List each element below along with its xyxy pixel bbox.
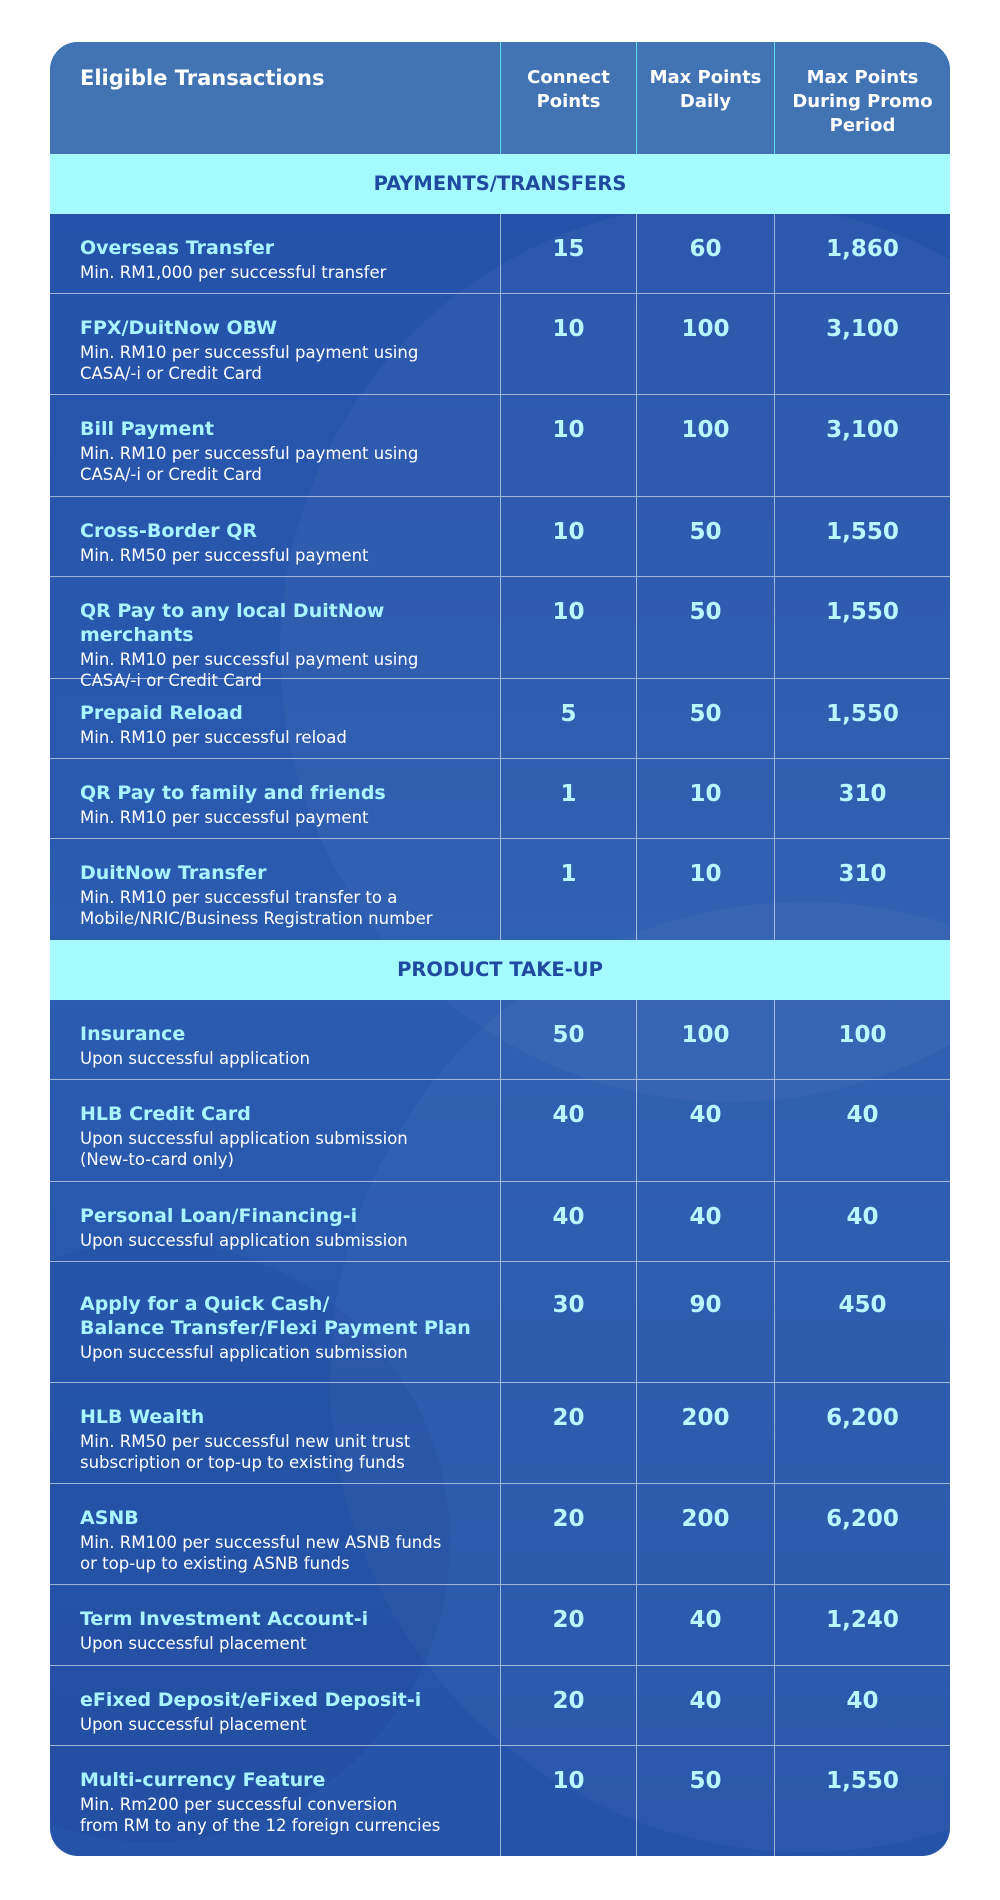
- connect-points-value: 20: [552, 1506, 585, 1532]
- row-subtitle: Min. RM10 per successful payment using CASA/-i or Credit Card: [80, 444, 419, 484]
- connect-points-value: 10: [552, 519, 585, 545]
- max-promo-value: 6,200: [826, 1405, 899, 1431]
- row-description: [50, 1000, 500, 1079]
- table-row: [50, 1746, 950, 1856]
- table-row: [50, 1182, 950, 1262]
- row-title: HLB Credit Card: [80, 1103, 251, 1125]
- row-title: FPX/DuitNow OBW: [80, 317, 278, 339]
- connect-points-value: 30: [552, 1292, 585, 1318]
- row-title: Multi-currency Feature: [80, 1769, 326, 1791]
- row-subtitle: Min. RM10 per successful reload: [80, 728, 347, 747]
- table-row: [50, 1383, 950, 1484]
- table-row: [50, 294, 950, 395]
- row-description: [50, 1585, 500, 1665]
- row-description: [50, 214, 500, 293]
- max-daily-value: 10: [689, 861, 722, 887]
- row-description: [50, 1262, 500, 1382]
- max-promo-value: 310: [838, 861, 887, 887]
- header-max-points-promo: Max Points During Promo Period: [774, 42, 950, 154]
- row-description: [50, 759, 500, 838]
- row-subtitle: Upon successful application submission: [80, 1231, 408, 1250]
- row-subtitle: Min. RM10 per successful payment using CASA/-i or Credit Card: [80, 650, 419, 690]
- row-title: ASNB: [80, 1507, 139, 1529]
- eligible-transactions-table: [50, 42, 950, 1856]
- row-title: eFixed Deposit/eFixed Deposit-i: [80, 1689, 422, 1711]
- max-daily-value: 90: [689, 1292, 722, 1318]
- section-product-take-up: PRODUCT TAKE-UP: [50, 940, 950, 1000]
- row-title: Cross-Border QR: [80, 520, 258, 542]
- max-promo-value: 1,860: [826, 236, 899, 262]
- row-description: [50, 1080, 500, 1181]
- connect-points-value: 10: [552, 1768, 585, 1794]
- table-row: [50, 1000, 950, 1080]
- row-title: Insurance: [80, 1023, 186, 1045]
- row-description: [50, 1746, 500, 1856]
- max-daily-value: 50: [689, 701, 722, 727]
- row-title: QR Pay to any local DuitNow merchants: [80, 600, 385, 646]
- row-title: Term Investment Account-i: [80, 1608, 369, 1630]
- row-subtitle: Min. Rm200 per successful conversion from RM to any of the 12 foreign currencies: [80, 1795, 441, 1835]
- connect-points-value: 1: [560, 861, 577, 887]
- max-daily-value: 100: [681, 316, 730, 342]
- max-daily-value: 200: [681, 1506, 730, 1532]
- row-title: Bill Payment: [80, 418, 214, 440]
- row-title: QR Pay to family and friends: [80, 782, 386, 804]
- table-row: [50, 679, 950, 759]
- connect-points-value: 5: [560, 701, 577, 727]
- max-promo-value: 310: [838, 781, 887, 807]
- table-row: [50, 577, 950, 690]
- row-title: Overseas Transfer: [80, 237, 275, 259]
- row-subtitle: Min. RM10 per successful payment: [80, 808, 369, 827]
- max-promo-value: 1,240: [826, 1607, 899, 1633]
- row-title: DuitNow Transfer: [80, 862, 267, 884]
- row-description: [50, 1484, 500, 1584]
- table-row: [50, 214, 950, 294]
- table-row: [50, 839, 950, 940]
- row-subtitle: Upon successful application: [80, 1049, 311, 1068]
- max-daily-value: 40: [689, 1688, 722, 1714]
- max-daily-value: 40: [689, 1102, 722, 1128]
- row-description: [50, 679, 500, 758]
- max-promo-value: 3,100: [826, 316, 899, 342]
- connect-points-value: 40: [552, 1204, 585, 1230]
- header-eligible-transactions: Eligible Transactions: [80, 66, 325, 90]
- connect-points-value: 1: [560, 781, 577, 807]
- row-title: HLB Wealth: [80, 1406, 205, 1428]
- max-daily-value: 50: [689, 519, 722, 545]
- row-subtitle: Upon successful placement: [80, 1634, 307, 1653]
- max-promo-value: 100: [838, 1022, 887, 1048]
- row-description: [50, 395, 500, 496]
- row-subtitle: Min. RM100 per successful new ASNB funds or top-up to existing ASNB funds: [80, 1533, 442, 1573]
- row-subtitle: Min. RM10 per successful payment using CASA/-i or Credit Card: [80, 343, 419, 383]
- max-daily-value: 100: [681, 417, 730, 443]
- row-subtitle: Min. RM10 per successful transfer to a Mobile/NRIC/Business Registration number: [80, 888, 433, 928]
- max-daily-value: 50: [689, 599, 722, 625]
- row-description: [50, 839, 500, 940]
- connect-points-value: 10: [552, 316, 585, 342]
- table-row: [50, 395, 950, 497]
- max-promo-value: 1,550: [826, 519, 899, 545]
- row-subtitle: Min. RM50 per successful payment: [80, 546, 369, 565]
- table-row: [50, 1262, 950, 1383]
- max-promo-value: 1,550: [826, 599, 899, 625]
- row-description: [50, 1666, 500, 1745]
- max-daily-value: 50: [689, 1768, 722, 1794]
- max-promo-value: 40: [846, 1204, 879, 1230]
- table-header: [50, 42, 950, 155]
- connect-points-value: 20: [552, 1607, 585, 1633]
- max-promo-value: 6,200: [826, 1506, 899, 1532]
- row-subtitle: Min. RM1,000 per successful transfer: [80, 263, 387, 282]
- row-subtitle: Upon successful application submission: [80, 1343, 408, 1362]
- section-payments-transfers: PAYMENTS/TRANSFERS: [50, 154, 950, 214]
- header-connect-points: Connect Points: [500, 42, 636, 154]
- connect-points-value: 10: [552, 599, 585, 625]
- table-row: [50, 1585, 950, 1666]
- max-daily-value: 60: [689, 236, 722, 262]
- row-title: Personal Loan/Financing-i: [80, 1205, 358, 1227]
- row-subtitle: Upon successful placement: [80, 1715, 307, 1734]
- connect-points-value: 20: [552, 1688, 585, 1714]
- connect-points-value: 40: [552, 1102, 585, 1128]
- table-row: [50, 497, 950, 577]
- table-row: [50, 1484, 950, 1585]
- max-daily-value: 40: [689, 1607, 722, 1633]
- connect-points-value: 10: [552, 417, 585, 443]
- table-row: [50, 1666, 950, 1746]
- max-daily-value: 200: [681, 1405, 730, 1431]
- row-title: Prepaid Reload: [80, 702, 243, 724]
- row-description: [50, 497, 500, 576]
- header-max-points-daily: Max Points Daily: [636, 42, 774, 154]
- max-daily-value: 10: [689, 781, 722, 807]
- max-daily-value: 40: [689, 1204, 722, 1230]
- max-promo-value: 450: [838, 1292, 887, 1318]
- row-title: Apply for a Quick Cash/ Balance Transfer/Flexi Payment Plan: [80, 1293, 471, 1339]
- table-row: [50, 759, 950, 839]
- row-subtitle: Upon successful application submission (New-to-card only): [80, 1129, 408, 1169]
- max-promo-value: 40: [846, 1688, 879, 1714]
- row-subtitle: Min. RM50 per successful new unit trust subscription or top-up to existing funds: [80, 1432, 411, 1472]
- row-description: [50, 1182, 500, 1261]
- max-promo-value: 40: [846, 1102, 879, 1128]
- connect-points-value: 20: [552, 1405, 585, 1431]
- max-promo-value: 1,550: [826, 701, 899, 727]
- row-description: [50, 577, 500, 690]
- table-row: [50, 1080, 950, 1182]
- max-promo-value: 1,550: [826, 1768, 899, 1794]
- max-promo-value: 3,100: [826, 417, 899, 443]
- row-description: [50, 294, 500, 394]
- max-daily-value: 100: [681, 1022, 730, 1048]
- row-description: [50, 1383, 500, 1483]
- connect-points-value: 15: [552, 236, 585, 262]
- connect-points-value: 50: [552, 1022, 585, 1048]
